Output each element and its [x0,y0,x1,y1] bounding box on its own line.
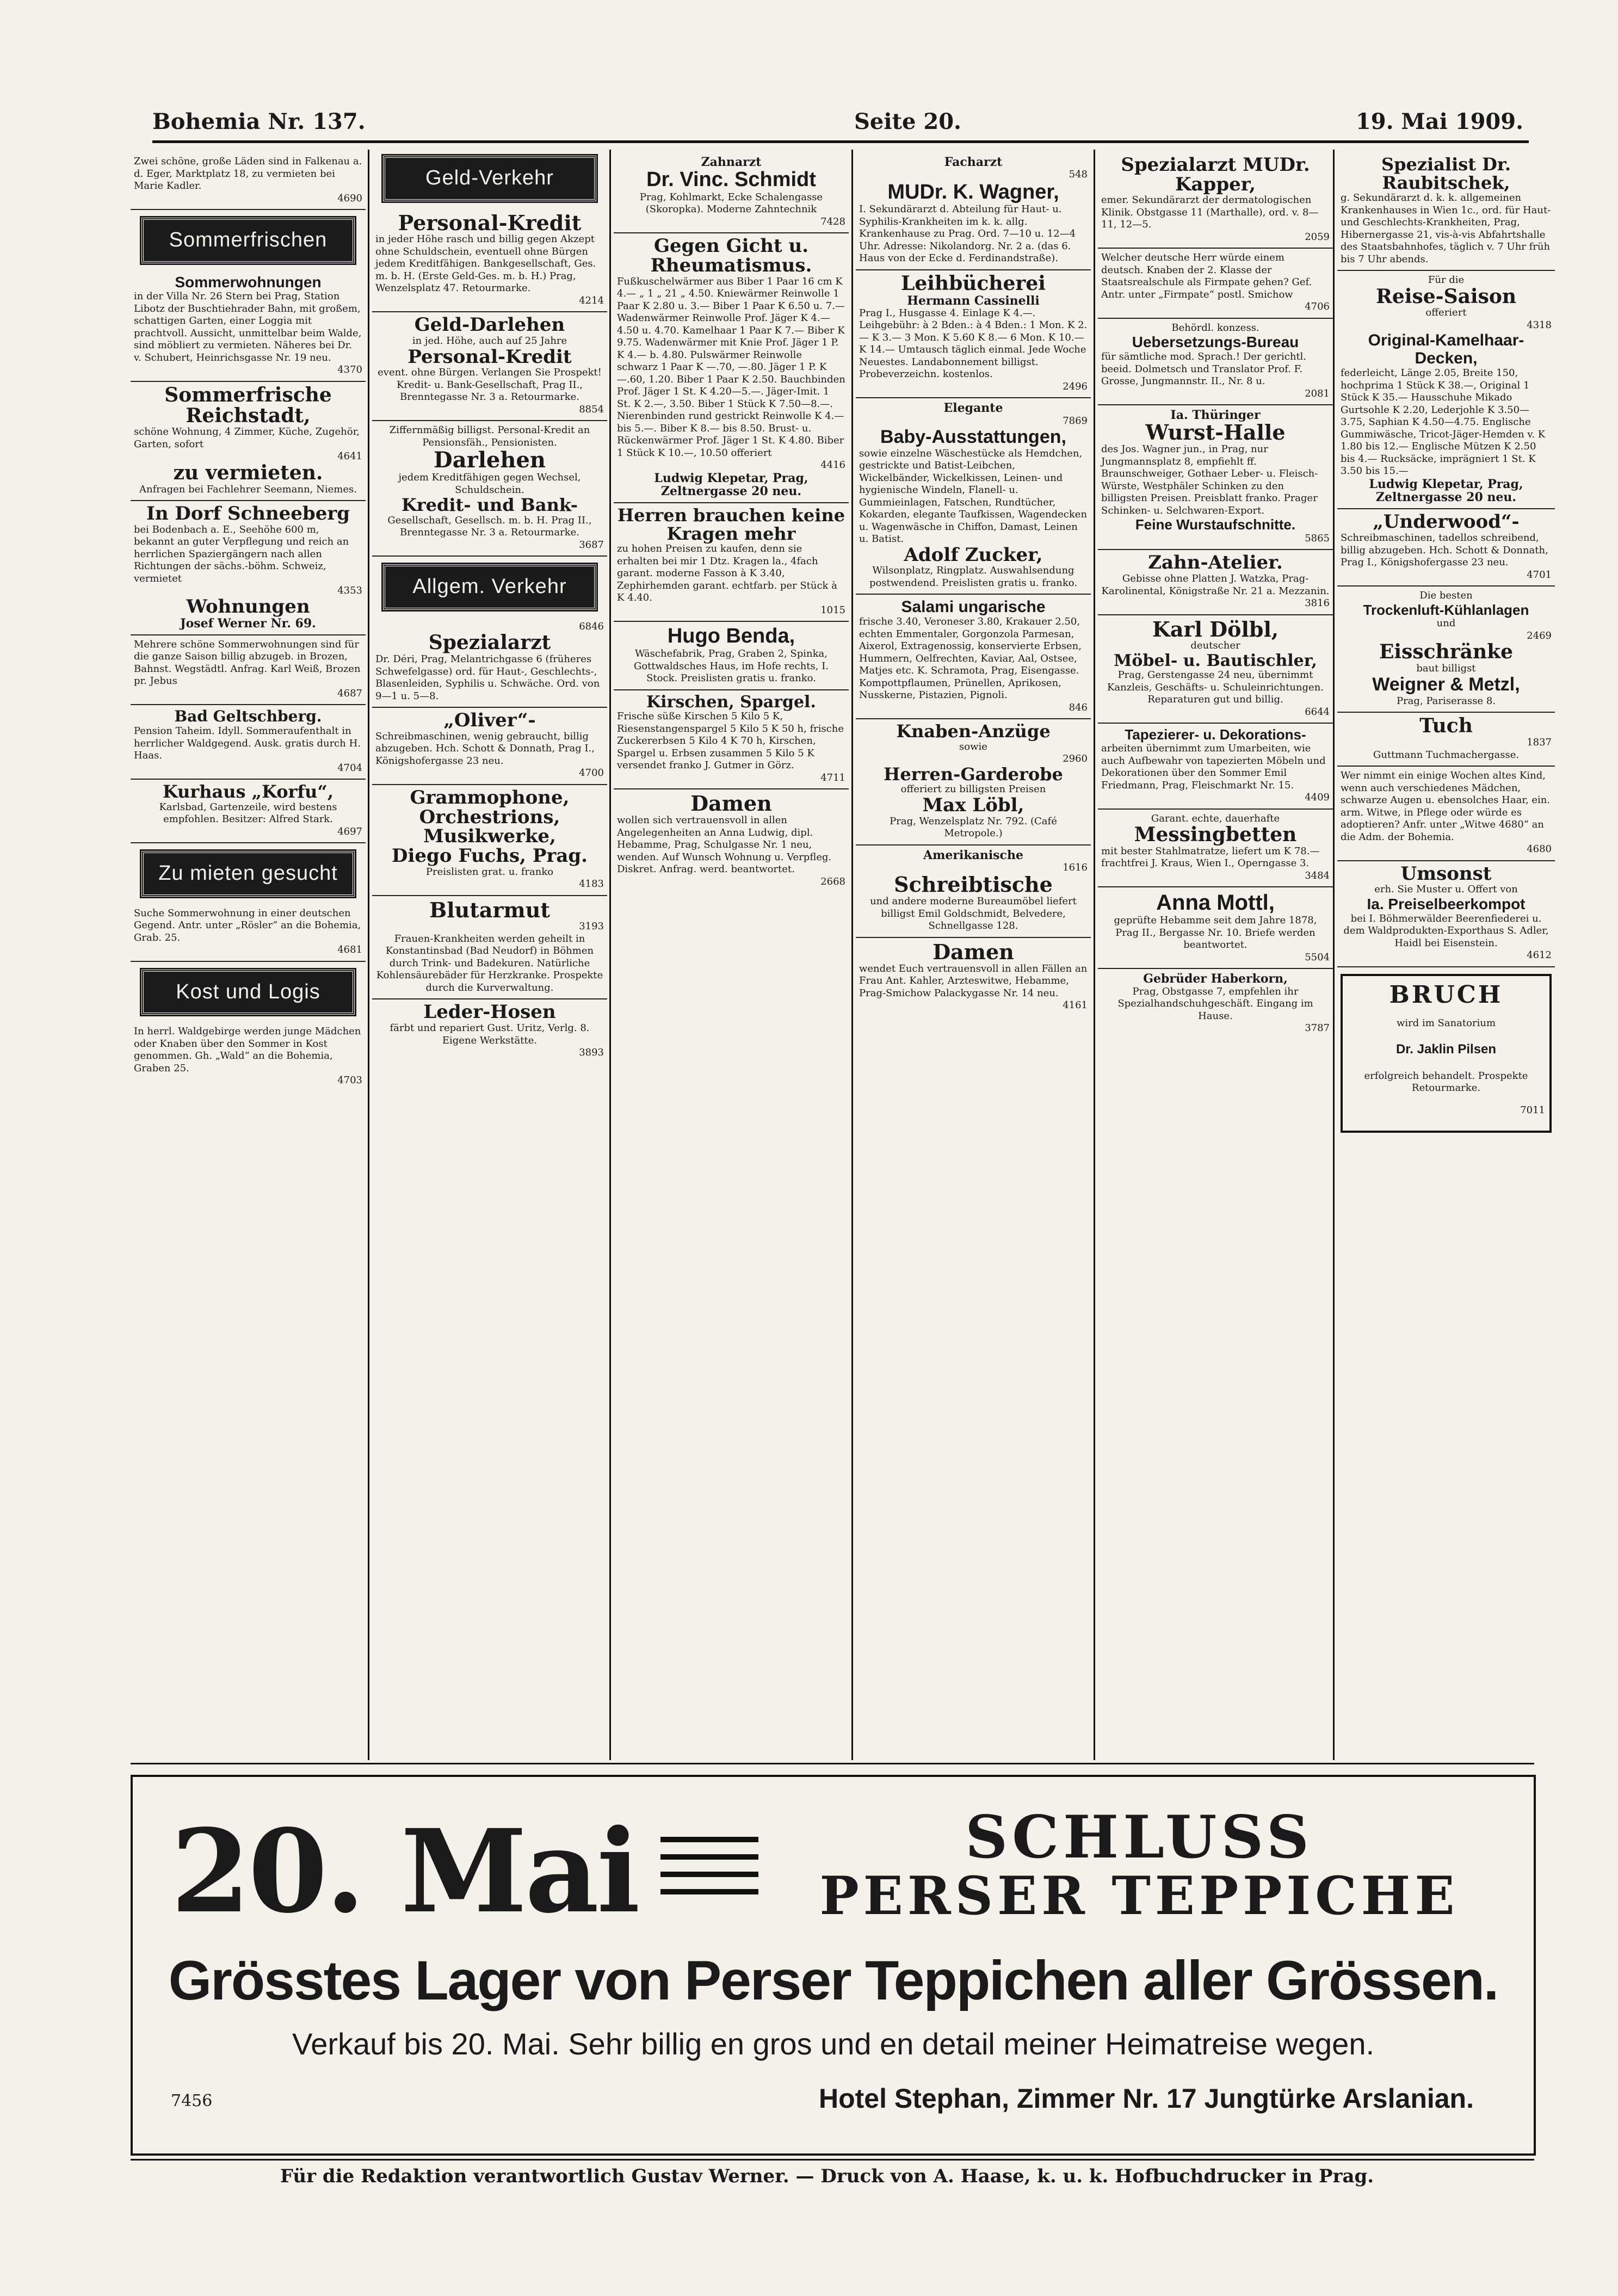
ad-wurst-halle [1098,405,1333,550]
ad-pretitle: Für die [1428,274,1465,286]
ad-headline: Kurhaus „Korfu“, [163,781,334,803]
ad-messingbetten [1098,810,1333,888]
ad-headline: Herren-Garderobe [884,763,1063,785]
column-divider [1333,150,1335,1760]
ad-headline: Wohnungen [186,595,310,618]
ad-headline: BRUCH [1389,980,1503,1009]
ad-headline: Trockenluft-Kühlanlagen [1363,601,1529,618]
ad-number: 1015 [820,604,845,616]
ad-salami [856,595,1091,719]
ad-number: 846 [1069,701,1088,713]
ad-text: event. ohne Bürgen. Verlangen Sie Prospekt! Kredit- u. Bank-Gesellschaft, Prag II., Brenntegasse Nr. 3 a. Retourmarke. [378,367,602,403]
ad-text: emer. Sekundärarzt der dermatologischen Klinik. Obstgasse 11 (Marthalle), ord. v. 8—11, 12—5. [1101,194,1319,231]
ad-knaben-anzuege [856,719,1091,845]
ad-headline: Leihbücherei [901,271,1046,295]
ad-text: sowie [959,740,987,752]
ad-schneeberg [131,501,366,635]
ad-text: zu hohen Preisen zu kaufen, denn sie erhalten bei mir 1 Dtz. Kragen la., 4fach garant. moderne Fasson à K 3.40, Zephirhemden garant. echtfarb. per Stück à K 4.40. [617,543,837,604]
ad-headline: „Underwood“- [1373,511,1520,533]
ad-facharzt-wagner [856,152,1091,270]
banner-decorative-lines [660,1837,758,1908]
ad-headline: Wurst-Halle [1145,420,1286,445]
ad-text: Pension Taheim. Idyll. Sommeraufenthalt in herrlicher Waldgegend. Ausk. gratis durch H. Haas. [134,725,361,762]
ad-text: wendet Euch vertrauensvoll in allen Fällen an Frau Ant. Kahler, Arzteswitwe, Hebamme, Prag-Smichow Palackygasse Nr. 14 neu. [859,962,1088,999]
ad-headline: Salami ungarische [901,598,1046,616]
ad-number: 4641 [337,450,362,462]
column-divider [851,150,853,1760]
ad-text: und andere moderne Bureaumöbel liefert billigst Emil Goldschmidt, Belvedere, Schnellgasse 128. [870,896,1077,932]
ad-headline: Blutarmut [429,897,550,922]
masthead-center: Seite 20. [854,109,961,134]
column-1 [131,152,366,1091]
ad-number: 5504 [1305,951,1330,963]
ad-text: Ziffernmäßig billigst. Personal-Kredit an Pensionsfäh., Pensionisten. [389,424,590,448]
banner-top-rule [131,1763,1534,1764]
ad-number: 4183 [579,878,604,890]
ad-headline: Tapezierer- u. Dekorations- [1125,726,1306,743]
ad-number: 3687 [579,539,604,551]
ad-headline: Karl Dölbl, [1152,616,1279,641]
ad-headline: Geld-Darlehen [414,314,565,336]
ad-text: Suche Sommerwohnung in einer deutschen Gegend. Antr. unter „Rösler“ an die Bohemia, Grab. 25. [134,907,361,943]
ad-headline: Hugo Benda, [667,625,795,648]
ad-number: 4681 [337,944,362,956]
ad-number: 2668 [820,875,845,887]
column-3 [614,152,849,892]
banner-title-2: PERSER TEPPICHE [819,1865,1459,1927]
ad-headline: Dr. Jaklin Pilsen [1395,1042,1497,1057]
ad-number: 4706 [1305,301,1330,313]
ad-number: 4701 [1527,569,1552,581]
ad-headline: Gegen Gicht u. Rheumatismus. [650,235,812,277]
ad-zahn-atelier [1098,550,1333,615]
ad-headline: Personal-Kredit [407,345,572,368]
ad-headline: Original-Kamelhaar-Decken, [1368,331,1524,368]
ad-text: arbeiten übernimmt zum Umarbeiten, wie auch Aufbewahr von tapezierten Möbeln und Dekorationen über den Sommer Emil Friedmann, Prag, Fleischmarkt Nr. 15. [1101,743,1326,791]
ad-pretitle: Ia. Thüringer [1170,408,1261,423]
ad-headline: Damen [932,939,1014,964]
ad-kapper [1098,152,1333,249]
ad-number: 2496 [1063,380,1088,392]
ad-geld-darlehen [372,312,607,421]
ad-text: Wer nimmt ein einige Wochen altes Kind, wenn auch verschiedenes Mädchen, schwarze Augen u. ebensolches Haar, ein. arm. Witwe, in Pflege oder würde es adoptieren? Anfr. unter „Witwe 4680“ an die Adm. der Bohemia. [1341,770,1551,843]
section-header-kost-und-logis: Kost und Logis [141,970,355,1015]
ad-number: 3787 [1305,1022,1330,1034]
ad-text: Schreibmaschinen, tadellos schreibend, billig abzugeben. Hch. Schott & Donnath, Prag I., Königshofergasse 23 neu. [1341,532,1548,569]
masthead-rule [152,140,1529,143]
ad-text: Wäschefabrik, Prag, Graben 2, Spinka, Gottwaldsches Haus, im Hofe rechts, I. Stock. Preislisten gratis u. franko. [633,648,829,684]
ad-text: Welcher deutsche Herr würde einem deutsch. Knaben der 2. Klasse der Staatsrealschule als Firmpate gehen? Gef. Antr. unter „Firmpate“ postl. Smichow [1101,252,1312,300]
ad-headline: Umsonst [1400,862,1492,885]
ad-number: 3193 [579,921,604,933]
ad-headline: Max Löbl, [922,794,1024,816]
ad-text: Guttmann Tuchmachergasse. [1373,749,1520,761]
ad-text: federleicht, Länge 2.05, Breite 150, hochprima 1 Stück K 38.—, Original 1 Stück K 35.— Hausschuhe Mikado Gurtsohle K 2.20, Lederjohle K 3.50—3.75, Saphian K 4.50—4.75. Englische Gummiwäsche, Tricot-Jäger-Hemden v. K 1.80 bis 12.— Englische Mützen K 2.50 bis 4.— Rucksäcke, imprägniert 1 St. K 3.50 bis 15.— [1341,367,1546,477]
ad-text: Karlsbad, Gartenzeile, wird bestens empfohlen. Besitzer: Alfred Stark. [159,801,337,825]
ad-text: Gebisse ohne Platten J. Watzka, Prag-Karolinental, Königstraße Nr. 21 a. Mezzanin. [1101,573,1330,597]
ad-schreibtische [856,845,1091,938]
ad-text: baut billigst [1416,662,1476,674]
ad-number: 3816 [1305,597,1330,609]
column-6 [1337,152,1555,1139]
ad-signature: Ludwig Klepetar, Prag, Zeltnergasse 20 neu. [654,471,808,499]
ad-headline: Herren brauchen keine Kragen mehr [617,505,845,544]
ad-darlehen [372,421,607,557]
ad-damen-kahler [856,938,1091,1016]
ad-text: wollen sich vertrauensvoll in allen Angelegenheiten an Anna Ludwig, dipl. Hebamme, Prag, Schulgasse Nr. 1 neu, wenden. Auf Wunsch Wohnung u. Verpfleg. Diskret. Anfrag. werd. beantwortet. [617,814,832,875]
ad-blutarmut [372,896,607,1000]
section-header-zu-mieten-gesucht: Zu mieten gesucht [141,851,355,897]
ad-number: 4416 [820,459,845,471]
ad-pretitle: Facharzt [944,155,1003,169]
ad-headline: Tuch [1419,714,1473,738]
ad-text: erfolgreich behandelt. Prospekte Retourmarke. [1364,1070,1528,1094]
ad-text: deutscher [1190,640,1240,652]
ad-number: 4161 [1063,999,1088,1011]
ad-leihbuecherei [856,270,1091,398]
ad-karl-doelbl [1098,615,1333,724]
ad-headline: zu vermieten. [173,461,323,484]
ad-number: 4703 [337,1075,362,1087]
ad-number: 548 [1069,169,1088,181]
ad-reichstadt [131,382,366,501]
ad-text: frische 3.40, Veroneser 3.80, Krakauer 2.50, echten Emmentaler, Gorgonzola Parmesan, Aixerol, Extragenossig, konservierte Erbsen, Hummern, Oelfrechten, Kaviar, Aal, Ostsee, Matjes etc. K. Schramota, Prag, Eisengasse. Kompottpflaumen, Prünellen, Aprikosen, Nusskerne, Pistazien, Pignoli. [859,616,1082,701]
ad-headline: Dr. Vinc. Schmidt [646,168,816,192]
ad-number: 4409 [1305,792,1330,804]
ad-number: 7011 [1520,1104,1545,1116]
ad-headline: „Oliver“- [443,709,536,732]
ad-headline: Gebrüder Haberkorn, [1143,972,1288,986]
ad-text: I. Sekundärarzt d. Abteilung für Haut- u. Syphilis-Krankheiten im k. k. allg. Krankenhause zu Prag. Ord. 7—10 u. 12—4 Uhr. Adresse: Nikolandorg. Nr. 2 a. (das 6. Haus von der Ecke d. Ferdinandstraße). [859,203,1076,264]
banner-headline: Grösstes Lager von Perser Teppichen aller Grössen. [168,1949,1498,2011]
ad-headline: In Dorf Schneeberg [146,503,350,525]
ad-number: 4680 [1527,843,1552,855]
ad-damen-ludwig [614,789,849,892]
ad-text: Mehrere schöne Sommerwohnungen sind für die ganze Saison billig abzugeb. in Brozen, Bahnst. Wegstädtl. Anfrag. Karl Weiß, Brozen pr. Jebus [134,638,361,687]
ad-geltschberg [131,705,366,780]
ad-headline: Spezialarzt MUDr. Kapper, [1121,154,1310,195]
ad-headline: Darlehen [434,447,546,473]
ad-number: 4700 [579,767,604,779]
ad-gicht-rheumatismus [614,233,849,503]
ad-headline: Messingbetten [1134,823,1297,847]
ad-korfu [131,780,366,843]
ad-text: bei Bodenbach a. E., Seehöhe 600 m, bekannt an guter Verpflegung und reich an herrlichen Spaziergängern nach allen Richtungen der sächs.-böhm. Schweiz, vermietet [134,523,349,584]
banner-subline: Verkauf bis 20. Mai. Sehr billig en gros und en detail meiner Heimatreise wegen. [292,2027,1375,2061]
ad-number: 2059 [1305,231,1330,243]
ad-headline: MUDr. K. Wagner, [887,180,1059,203]
ad-bruch [1341,974,1552,1133]
ad-headline: Schreibtische [894,872,1053,897]
ad-number: 3484 [1305,869,1330,881]
ad-number: 1616 [1063,861,1088,873]
ad-text: Frische süße Kirschen 5 Kilo 5 K, Riesenstangenspargel 5 Kilo 5 K 50 h, frische Zuckererbsen 5 Kilo 4 K 70 h, Kirschen, Spargel u. Erbsen zusammen 5 Kilo 5 K versendet franko J. Gutmer in Görz. [617,711,844,771]
ad-pretitle: Die besten [1419,590,1473,602]
ad-text: Zwei schöne, große Läden sind in Falkenau a. d. Eger, Marktplatz 18, zu vermieten bei Marie Kadler. [134,156,362,192]
ad-laden [131,152,366,210]
ad-number: 4697 [337,825,362,837]
ad-headline: Anna Mottl, [1156,891,1275,915]
masthead-right: 19. Mai 1909. [1355,109,1523,134]
ad-text: schöne Wohnung, 4 Zimmer, Küche, Zugehör, Garten, sofort [134,426,360,450]
ad-text: Gesellschaft, Gesellsch. m. b. H. Prag II., Brenntegasse Nr. 3 a. Retourmarke. [387,514,592,539]
ad-headline: Sommerwohnungen [175,273,322,291]
ad-signature: Ludwig Klepetar, Prag, Zeltnergasse 20 neu. [1369,477,1523,505]
ad-text: mit bester Stahlmatratze, liefert um K 78.— frachtfrei J. Kraus, Wien I., Operngasse 3. [1101,845,1320,869]
ad-preiselbeerkompot [1337,861,1555,967]
ad-text: Frauen-Krankheiten werden geheilt in Konstantinsbad (Bad Neudorf) in Böhmen durch Trink- und Badekuren. Natürliche Kohlensäurebäder für Herzkranke. Prospekte durch die Kurverwaltung. [376,933,603,993]
ad-text: Prag, Gerstengasse 24 neu, übernimmt Kanzleis, Geschäfts- u. Schuleinrichtungen. Reparaturen gut und billig. [1107,669,1324,706]
ad-number: 2469 [1527,629,1552,641]
ad-number: 3893 [579,1047,604,1059]
ad-number: 2081 [1305,387,1330,399]
ad-text: wird im Sanatorium [1396,1017,1496,1029]
ad-headline: Adolf Zucker, [904,544,1043,566]
ad-spezialarzt-deri [372,618,607,708]
ad-text: g. Sekundärarzt d. k. k. allgemeinen Krankenhauses in Wien 1c., ord. für Haut- und Geschlechts-Krankheiten, Prag, Hibernergasse 21, vis-à-vis Abfahrtshalle des Staatsbahnhofes, täglich v. 7 Uhr früh bis 7 Uhr abends. [1341,192,1551,265]
footer-rule [131,2159,1534,2161]
ad-headline: Knaben-Anzüge [896,721,1051,742]
ad-pretitle: Elegante [943,401,1003,416]
ad-headline: Grammophone, Orchestrions, Musikwerke, [410,786,570,848]
ad-number: 6846 [579,620,604,632]
ad-sommerwohnungen [131,271,366,382]
ad-number: 7428 [820,215,845,227]
ad-text: Dr. Déri, Prag, Melantrichgasse 6 (früheres Schwefelgasse) ord. für Haut-, Geschlechts-, Blasenleiden, Syphilis u. Schwäche. Ord. von 9—1 u. 5—8. [375,653,600,702]
ad-headline: Spezialarzt [428,631,551,655]
ad-headline: Leder-Hosen [423,1001,556,1023]
ad-raubitschek [1337,152,1555,271]
ad-text: Josef Werner Nr. 69. [180,616,316,631]
ad-text: Prag I., Husgasse 4. Einlage K 4.—. Leihgebühr: à 2 Bden.: à 4 Bden.: 1 Mon. K 2.— K 3.— 3 Mon. K 5.60 K 8.— 6 Mon. K 10.— K 14.— Umtausch täglich einmal. Jede Woche Neuestes. Landabonnement billigst. Probeverzeichn. kostenlos. [859,307,1088,380]
ad-oliver [372,708,607,785]
section-header-sommerfrischen: Sommerfrischen [141,218,355,263]
ad-anna-mottl [1098,887,1333,969]
ad-kirschen-spargel [614,690,849,790]
ad-text: In herrl. Waldgebirge werden junge Mädchen oder Knaben über den Sommer in Kost genommen. Gh. „Wald“ an die Bohemia, Graben 25. [134,1026,361,1074]
ad-text: Prag, Pariserasse 8. [1396,695,1496,707]
ad-text: offeriert [1425,307,1467,319]
ad-headline: Ia. Preiselbeerkompot [1367,895,1526,912]
ad-number: 2960 [1063,753,1088,765]
ad-tuch [1337,713,1555,767]
ad-kragen [614,503,849,622]
ad-number: 4690 [337,192,362,204]
column-5 [1098,152,1333,1039]
ad-text: Prag, Obstgasse 7, empfehlen ihr Spezialhandschuhgeschäft. Eingang im Hause. [1117,985,1313,1022]
imprint-footer: Für die Redaktion verantwortlich Gustav Werner. — Druck von A. Haase, k. u. k. Hofbuchdrucker in Prag. [280,2165,1374,2187]
banner-ad-persian-carpets [131,1775,1536,2156]
ad-text: offeriert zu billigsten Preisen [900,783,1046,795]
ad-text: in jed. Höhe, auch auf 25 Jahre [412,335,567,347]
ad-number: 4353 [337,585,362,597]
column-divider [609,150,611,1760]
ad-headline: Kredit- und Bank- [401,495,578,516]
ad-text: sowie einzelne Wäschestücke als Hemdchen, gestrickte und Batist-Leibchen, Wickelbänder, Wickelkissen, Leinen- und hygienische Windeln, Flanell- u. Gummieinlagen, Fatschen, Rundtücher, Kokarden, elegante Taufkissen, Wagendecken u. Wagenwäsche in Chiffon, Damast, Leinen u. Batist. [859,447,1088,545]
ad-headline: Eisschränke [1379,640,1514,664]
ad-headline: Uebersetzungs-Bureau [1132,334,1299,351]
ad-zahnarzt-schmidt [614,152,849,233]
ad-pretitle: Behördl. konzess. [1171,322,1259,334]
ad-leder-hosen [372,999,607,1063]
ad-text: bei I. Böhmerwälder Beerenfiederei u. dem Waldprodukten-Exporthaus S. Adler, Haidl bei Eisenstein. [1343,912,1549,949]
ad-headline: Kirschen, Spargel. [646,692,816,712]
column-divider [1094,150,1095,1760]
ad-text: Anfragen bei Fachlehrer Seemann, Niemes. [139,483,357,495]
ad-headline: Spezialist Dr. Raubitschek, [1381,154,1511,193]
ad-number: 8854 [579,403,604,415]
ad-text: Prag, Wenzelsplatz Nr. 792. (Café Metropole.) [890,815,1057,840]
ad-text: erh. Sie Muster u. Offert von [1374,884,1518,896]
ad-text: Schreibmaschinen, wenig gebraucht, billig abzugeben. Hch. Schott & Donnath, Prag I., Königshofergasse 23 neu. [375,730,595,767]
ad-text: und [1436,618,1456,629]
ad-text: in jeder Höhe rasch und billig gegen Akzept ohne Schuldschein, eventuell ohne Bürgen jedem Kreditfähigen. Bankgesellschaft, Ges. m. b. H. (Erste Geld-Ges. m. b. H.) Prag, Wenzelsplatz 47. Retourmarke. [375,233,596,294]
ad-headline: Möbel- u. Bautischler, [1114,651,1317,670]
ad-number: 4711 [820,771,845,783]
ad-number: 7869 [1063,415,1088,427]
ad-text: jedem Kreditfähigen gegen Wechsel, Schuldschein. [398,472,581,496]
section-header-allgem-verkehr: Allgem. Verkehr [383,564,596,610]
ad-pretitle: Zahnarzt [701,155,762,169]
ad-headline: Bad Geltschberg. [174,707,322,726]
ad-headline: Sommerfrische Reichstadt, [164,383,332,427]
ad-text: färbt und repariert Gust. Uritz, Verlg. 8. Eigene Werkstätte. [390,1022,590,1046]
ad-number: 1837 [1527,737,1552,749]
ad-text: Wilsonplatz, Ringplatz. Auswahlsendung postwendend. Preislisten gratis u. franko. [869,565,1078,589]
column-2 [372,152,607,1064]
masthead [152,109,1523,139]
ad-text: für sämtliche mod. Sprach.! Der gerichtl. beeid. Dolmetsch und Translator Prof. F. Grosse, Jungmannstr. II., Nr. 8 u. [1101,351,1307,387]
ad-kuehlanlagen [1337,587,1555,713]
ad-headline: Personal-Kredit [398,210,582,235]
ad-text: Prag, Kohlmarkt, Ecke Schalengasse (Skoropka). Moderne Zahntechnik [639,191,823,215]
ad-number: 4318 [1527,319,1552,331]
ad-underwood [1337,509,1555,587]
banner-number: 7456 [171,2091,213,2110]
ad-headline: Baby-Ausstattungen, [880,427,1066,448]
masthead-left: Bohemia Nr. 137. [152,109,366,134]
ad-number: 6644 [1305,706,1330,718]
banner-title-1: SCHLUSS [965,1803,1313,1872]
ad-uebersetzungs-bureau [1098,319,1333,405]
ad-reise-saison [1337,271,1555,509]
ad-text: geprüfte Hebamme seit dem Jahre 1878, Prag II., Bergasse Nr. 10. Briefe werden beantwortet. [1114,915,1317,951]
ad-number: 4612 [1527,949,1552,961]
ad-waldgebirge [131,1022,366,1091]
ad-tapezierer [1098,724,1333,809]
ad-personal-kredit [372,209,607,313]
ad-number: 4214 [579,294,604,306]
banner-date: 20. Mai [171,1804,638,1939]
ad-pretitle: Garant. echte, dauerhafte [1151,812,1280,824]
ad-suche [131,904,366,962]
ad-headline: Damen [690,791,772,816]
ad-headline: Feine Wurstaufschnitte. [1135,516,1296,533]
ad-headline: Weigner & Metzl, [1372,674,1520,695]
column-divider [368,150,369,1760]
ad-kind-pflege [1337,767,1555,861]
ad-text: in der Villa Nr. 26 Stern bei Prag, Station Libotz der Buschtiehrader Bahn, mit großem, schattigen Garten, einer Loggia mit prachtvoll. Aussicht, unmittelbar beim Walde, sind möbliert zu vermieten. Näheres bei Dr. v. Schubert, Heinrichsgasse Nr. 19 neu. [134,291,362,363]
banner-signature: Hotel Stephan, Zimmer Nr. 17 Jungtürke Arslanian. [818,2083,1474,2114]
ad-number: 4370 [337,364,362,376]
ad-text: Fußkuschelwärmer aus Biber 1 Paar 16 cm K 4.— „ 1 „ 21 „ 4.50. Kniewärmer Reinwolle 1 Paar K 2.80 u. 3.— Biber 1 Paar K 6.50 u. 7.— Wadenwärmer Reinwolle Prof. Jäger K 4.— 4.50 u. 4.70. Kamelhaar 1 Paar K 7.— Biber K 9.75. Wadenwärmer mit Knie Prof. Jäger 1 P. K 4.— b. 4.80. Pulswärmer Reinwolle schwarz 1 Paar K —.70, —.80. Jäger 1 P. K —.60, 1.20. Biber 1 Paar K 2.50. Bauchbinden Prof. Jäger 1 St. K 4.20—5.—. Jäger-Imit. 1 St. K 2.—, 3.50. Biber 1 Stück K 7.50—8.—. Nierenbinden rund gestrickt Reinwolle K 4.— bis 5.—. Biber K 8.— bis 8.50. Brust- u. Rückenwärmer Prof. Jäger 1 St. K 4.80. Biber 1 Stück K 10.—, 10.50 offeriert [617,275,845,459]
ad-number: 5865 [1305,532,1330,544]
ad-brozen [131,635,366,706]
ad-number: 4687 [337,687,362,699]
ad-hugo-benda [614,622,849,690]
ad-headline: Reise-Saison [1375,285,1517,308]
ad-number: 4704 [337,762,362,774]
ad-grammophone [372,785,607,896]
ad-text: des Jos. Wagner jun., in Prag, nur Jungmannsplatz 8, empfiehlt ff. Braunschweiger, Gothaer Leber- u. Fleisch-Würste, Westphäler Schinken zu den billigsten Preisen. Preisblatt franko. Prager Schinken- u. Selchwaren-Export. [1101,443,1318,516]
ad-firmpate [1098,249,1333,319]
ad-text: Preislisten grat. u. franko [425,866,554,878]
section-header-geld-verkehr: Geld-Verkehr [383,156,596,201]
ad-headline: Hermann Cassinelli [907,293,1040,308]
ad-baby-ausstattungen [856,398,1091,595]
ad-headline: Diego Fuchs, Prag. [392,844,588,867]
ad-pretitle: Amerikanische [923,848,1023,862]
ad-headline: Zahn-Atelier. [1148,552,1283,574]
column-4 [856,152,1091,1016]
ad-haberkorn [1098,969,1333,1039]
